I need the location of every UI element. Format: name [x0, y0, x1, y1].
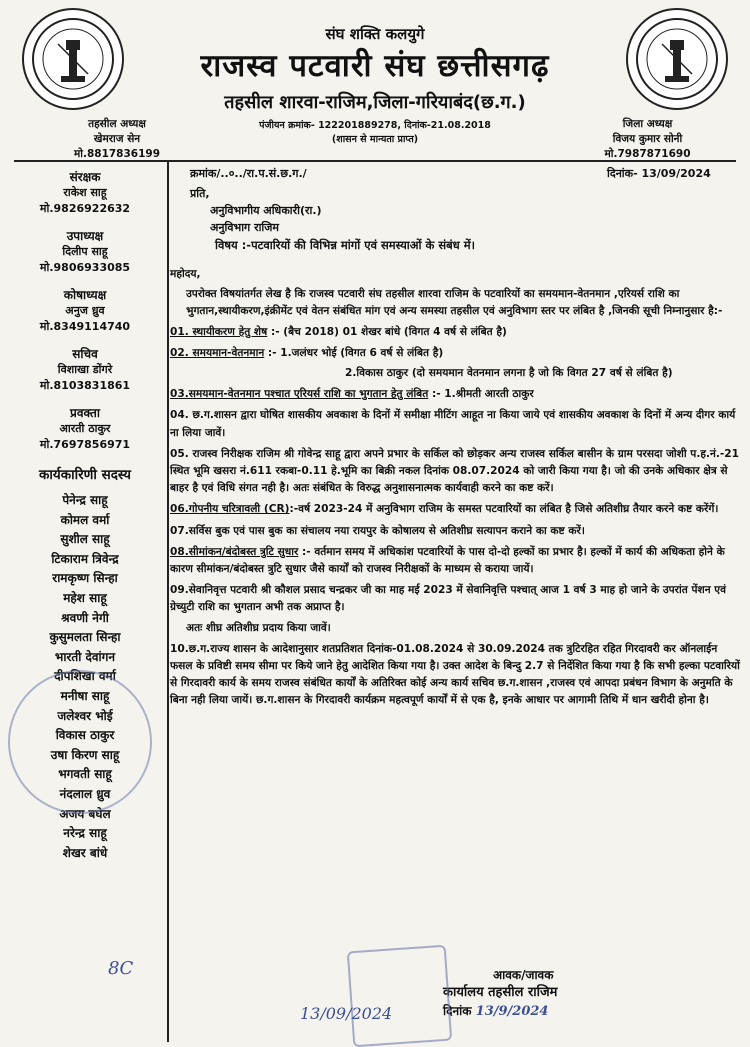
point-5: 05. राजस्व निरीक्षक राजिम श्री गोवेन्द्र साहू द्वारा अपने प्रभार के सर्किल को छोड़कर अन्य राजस्व सर्किल बासीन के ग्राम परसदा जोशी प.ह.नं.-21 स्थित भूमि खसरा नं.611 रकबा-0.11 हे.भूमि का बिक्री नकल दिनांक 08.07.2024 को जारी किया गया है। जो की उनके अधिकार क्षेत्र से बाहर है एवं विधि संगत नही है। अतः संबंधित के विरुद्ध अनुशासनात्मक कार्यवाही करने का कष्ट करें।	[170, 447, 740, 495]
officer-spokesperson	[6, 406, 164, 452]
point-heading: 02. समयमान-वेतनमान	[170, 346, 265, 359]
round-seal-stamp	[8, 670, 152, 814]
reference-number: क्रमांक/..०../रा.प.सं.छ.ग./	[190, 167, 307, 180]
point-3	[170, 386, 742, 403]
point-7: 07.सर्विस बुक एवं पास बुक का संचालय नया रायपुर के कोषालय से अतिशीघ्र सत्यापन कराने का कष्ट करें।	[170, 524, 585, 537]
office-phone: मो.7987871690	[604, 148, 691, 160]
office-phone: मो.8817836199	[73, 148, 161, 160]
intro-paragraph: उपरोक्त विषयांतर्गत लेख है कि राजस्व पटवारी संघ तहसील शारवा राजिम के पटवारियों का समयमान-वेतनमान ,एरियर्स राशि का भुगतान,स्थायीकरण,इंक्रीमेंट एवं वेतन संबंधित मांग एवं अन्य समस्या तहसील एवं अनुविभाग स्तर पर लंबित है ,जिनकी सूची निम्नानुसार है:-	[186, 288, 723, 318]
officer-treasurer	[6, 288, 164, 334]
letter-body	[170, 266, 742, 713]
point-9-closing: अतः शीघ्र अतिशीघ्र प्रदाय किया जावें।	[186, 621, 331, 634]
member-name: रामकृष्ण सिन्हा	[52, 571, 118, 586]
officer-secretary	[6, 347, 164, 393]
point-1	[170, 324, 742, 341]
officer-title: प्रवक्ता	[70, 406, 100, 420]
point-heading: 03.समयमान-वेतनमान पश्चात एरियर्स राशि का भुगतान हेतु लंबित	[170, 388, 429, 401]
officer-vice-president	[6, 229, 164, 275]
officer-title: कोषाध्यक्ष	[63, 288, 107, 302]
point-2	[170, 345, 742, 362]
member-name: उषा किरण साहू	[50, 747, 120, 762]
registration-block	[210, 119, 540, 147]
point-heading: 06.गोपनीय चरित्रावली (CR)	[170, 503, 290, 516]
point-text: :- 1.जलंधर भोई (विगत 6 वर्ष से लंबित है)	[267, 346, 444, 359]
member-name: मनीषा साहू	[60, 688, 110, 703]
member-name: टिकाराम त्रिवेन्द्र	[51, 551, 119, 566]
organization-name: राजस्व पटवारी संघ छत्तीसगढ़	[200, 48, 550, 84]
officer-phone: मो.9826922632	[39, 202, 131, 215]
inward-outward-stamp	[433, 966, 733, 1021]
registration-number: पंजीयन क्रमांक- 122201889278, दिनांक-21.08.2018	[259, 120, 491, 131]
point-2-sub: 2.विकास ठाकुर (दो समयमान वेतनमान लगना है जो कि विगत 27 वर्ष से लंबित है)	[345, 367, 673, 380]
date-field-label: दिनांक	[443, 1004, 472, 1018]
letter-date: दिनांक- 13/09/2024	[607, 167, 711, 180]
member-name: जलेश्वर भोई	[57, 708, 113, 723]
office-title: तहसील अध्यक्ष	[88, 118, 146, 130]
recipient-line: अनुविभागीय अधिकारी(रा.)	[210, 204, 322, 217]
member-name: विकास ठाकुर	[55, 728, 115, 743]
office-name: खेमराज सेन	[93, 133, 141, 145]
district-president-block	[585, 117, 710, 162]
office-title: जिला अध्यक्ष	[622, 118, 673, 130]
member-name: नंदलाल ध्रुव	[59, 786, 111, 801]
member-name: कुसुमलता सिन्हा	[49, 630, 121, 645]
registration-note: (शासन से मान्यता प्राप्त)	[331, 134, 419, 145]
slogan: संघ शक्ति कलयुगे	[325, 25, 425, 43]
officer-name: विशाखा डोंगरे	[57, 363, 113, 376]
member-name: कोमल वर्मा	[60, 512, 110, 527]
member-name: भगवती साहू	[58, 767, 112, 782]
point-6	[170, 501, 742, 518]
point-text: :- वर्तमान समय में अधिकांश पटवारियों के पास दो-दो हल्कों का प्रभार है। हल्कों में कार्य की अधिकता होने के कारण सीमांकन/बंदोबस्त त्रुटि सुधार जैसे कार्यों को राजस्व निरीक्षकों के माध्यम से कराया जायें।	[170, 545, 725, 576]
point-text: :- (बैच 2018) 01 शेखर बांधे (विगत 4 वर्ष से लंबित है)	[270, 325, 507, 338]
rect-seal-stamp	[347, 945, 452, 1047]
point-9: 09.सेवानिवृत्त पटवारी श्री कौशल प्रसाद चन्द्रकर जी का माह मई 2023 में सेवानिवृत्ति पश्चात् आज 1 वर्ष 3 माह हो जाने के उपरांत पेंशन एवं ग्रेच्युटी राशि का भुगतान अभी तक अप्राप्त है।	[170, 584, 727, 614]
recipient-prefix: प्रति,	[190, 187, 210, 200]
inward-label: आवक/जावक	[493, 968, 554, 982]
member-name: पेनेन्द्र साहू	[62, 493, 108, 507]
officer-phone: मो.9806933085	[39, 261, 131, 274]
tehsil-president-block	[42, 117, 192, 162]
point-text: :-वर्ष 2023-24 में अनुविभाग राजिम के समस्त पटवारियों का लंबित है जिसे अतिशीघ्र तैयार करने कष्ट करेंगें।	[289, 503, 719, 516]
officer-phone: मो.8349114740	[39, 320, 131, 333]
office-label: कार्यालय तहसील राजिम	[443, 985, 558, 1000]
point-heading: 01. स्थायीकरण हेतु शेष	[170, 325, 268, 338]
officer-title: संरक्षक	[69, 170, 101, 184]
office-name: विजय कुमार सोनी	[612, 133, 683, 145]
member-name: दीपशिखा वर्मा	[54, 669, 116, 684]
officer-phone: मो.8103831861	[39, 379, 131, 392]
header-divider	[14, 160, 736, 162]
point-text: :- 1.श्रीमती आरती ठाकुर	[431, 388, 534, 401]
member-name: सुशील साहू	[60, 532, 110, 547]
member-name: महेश साहू	[63, 590, 107, 605]
point-4: 04. छ.ग.शासन द्वारा घोषित शासकीय अवकाश के दिनों में समीक्षा मीटिंग आहूत ना किया जाये एवं शासकीय अवकाश के दिनों में अन्य दीगर कार्य ना लिया जावें।	[170, 409, 736, 439]
recipient-line: अनुविभाग राजिम	[210, 221, 280, 234]
officer-patron	[6, 170, 164, 216]
member-name: अजय बघेल	[59, 806, 111, 821]
date-field	[433, 1002, 733, 1021]
member-name: श्रवणी नेगी	[61, 610, 109, 625]
handwritten-date: 13/09/2024	[300, 1004, 393, 1023]
tehsil-line: तहसील शारवा-राजिम,जिला-गरियाबंद(छ.ग.)	[224, 92, 526, 113]
point-8	[170, 544, 742, 578]
member-name: शेखर बांधे	[62, 845, 108, 860]
officer-title: उपाध्यक्ष	[66, 229, 104, 243]
point-heading: 08.सीमांकन/बंदोबस्त त्रुटि सुधार	[170, 545, 299, 558]
recipient-block	[190, 185, 322, 236]
member-name: भारती देवांगन	[54, 649, 116, 664]
handwritten-note: 8C	[108, 958, 134, 979]
point-10: 10.छ.ग.राज्य शासन के आदेशानुसार शतप्रतिशत दिनांक-01.08.2024 से 30.09.2024 तक त्रुटिरहित रहित गिरदावरी कर ऑनलाईन फसल के प्रविष्टी समय सीमा पर किये जाने हेतु आदेशित किया गया है। उक्त आदेश के बिन्दु 2.7 से निर्देशित किया गया है कि सभी हल्का पटवारियों से गिरदावरी कार्य के समय राजस्व संबंधित कार्यों के अतिरिक्त कोई अन्य कार्य सचिव छ.ग.शासन ,राजस्व एवं आपदा प्रबंधन विभाग के अनुमति के बिना नही लिया जायें। छ.ग.शासन के गिरदावरी कार्यक्रम महत्वपूर्ण कार्यों में से एक है, इनके आधार पर आगामी तिथि में धान खरीदी होना है।	[170, 642, 740, 707]
officer-phone: मो.7697856971	[39, 438, 131, 451]
subject-line: विषय :-पटवारियों की विभिन्न मांगों एवं समस्याओं के संबंध में।	[215, 238, 475, 252]
officer-name: दिलीप साहू	[62, 245, 108, 258]
officer-name: राकेश साहू	[63, 186, 107, 199]
officer-name: आरती ठाकुर	[59, 422, 111, 435]
salutation: महोदय,	[170, 268, 201, 280]
executive-members-title: कार्यकारिणी सदस्य	[39, 467, 131, 483]
member-name: नरेन्द्र साहू	[63, 826, 107, 841]
date-field-value: 13/9/2024	[475, 1004, 549, 1019]
officer-title: सचिव	[72, 347, 98, 361]
sidebar-divider	[167, 162, 169, 1042]
officer-name: अनुज ध्रुव	[65, 304, 105, 317]
